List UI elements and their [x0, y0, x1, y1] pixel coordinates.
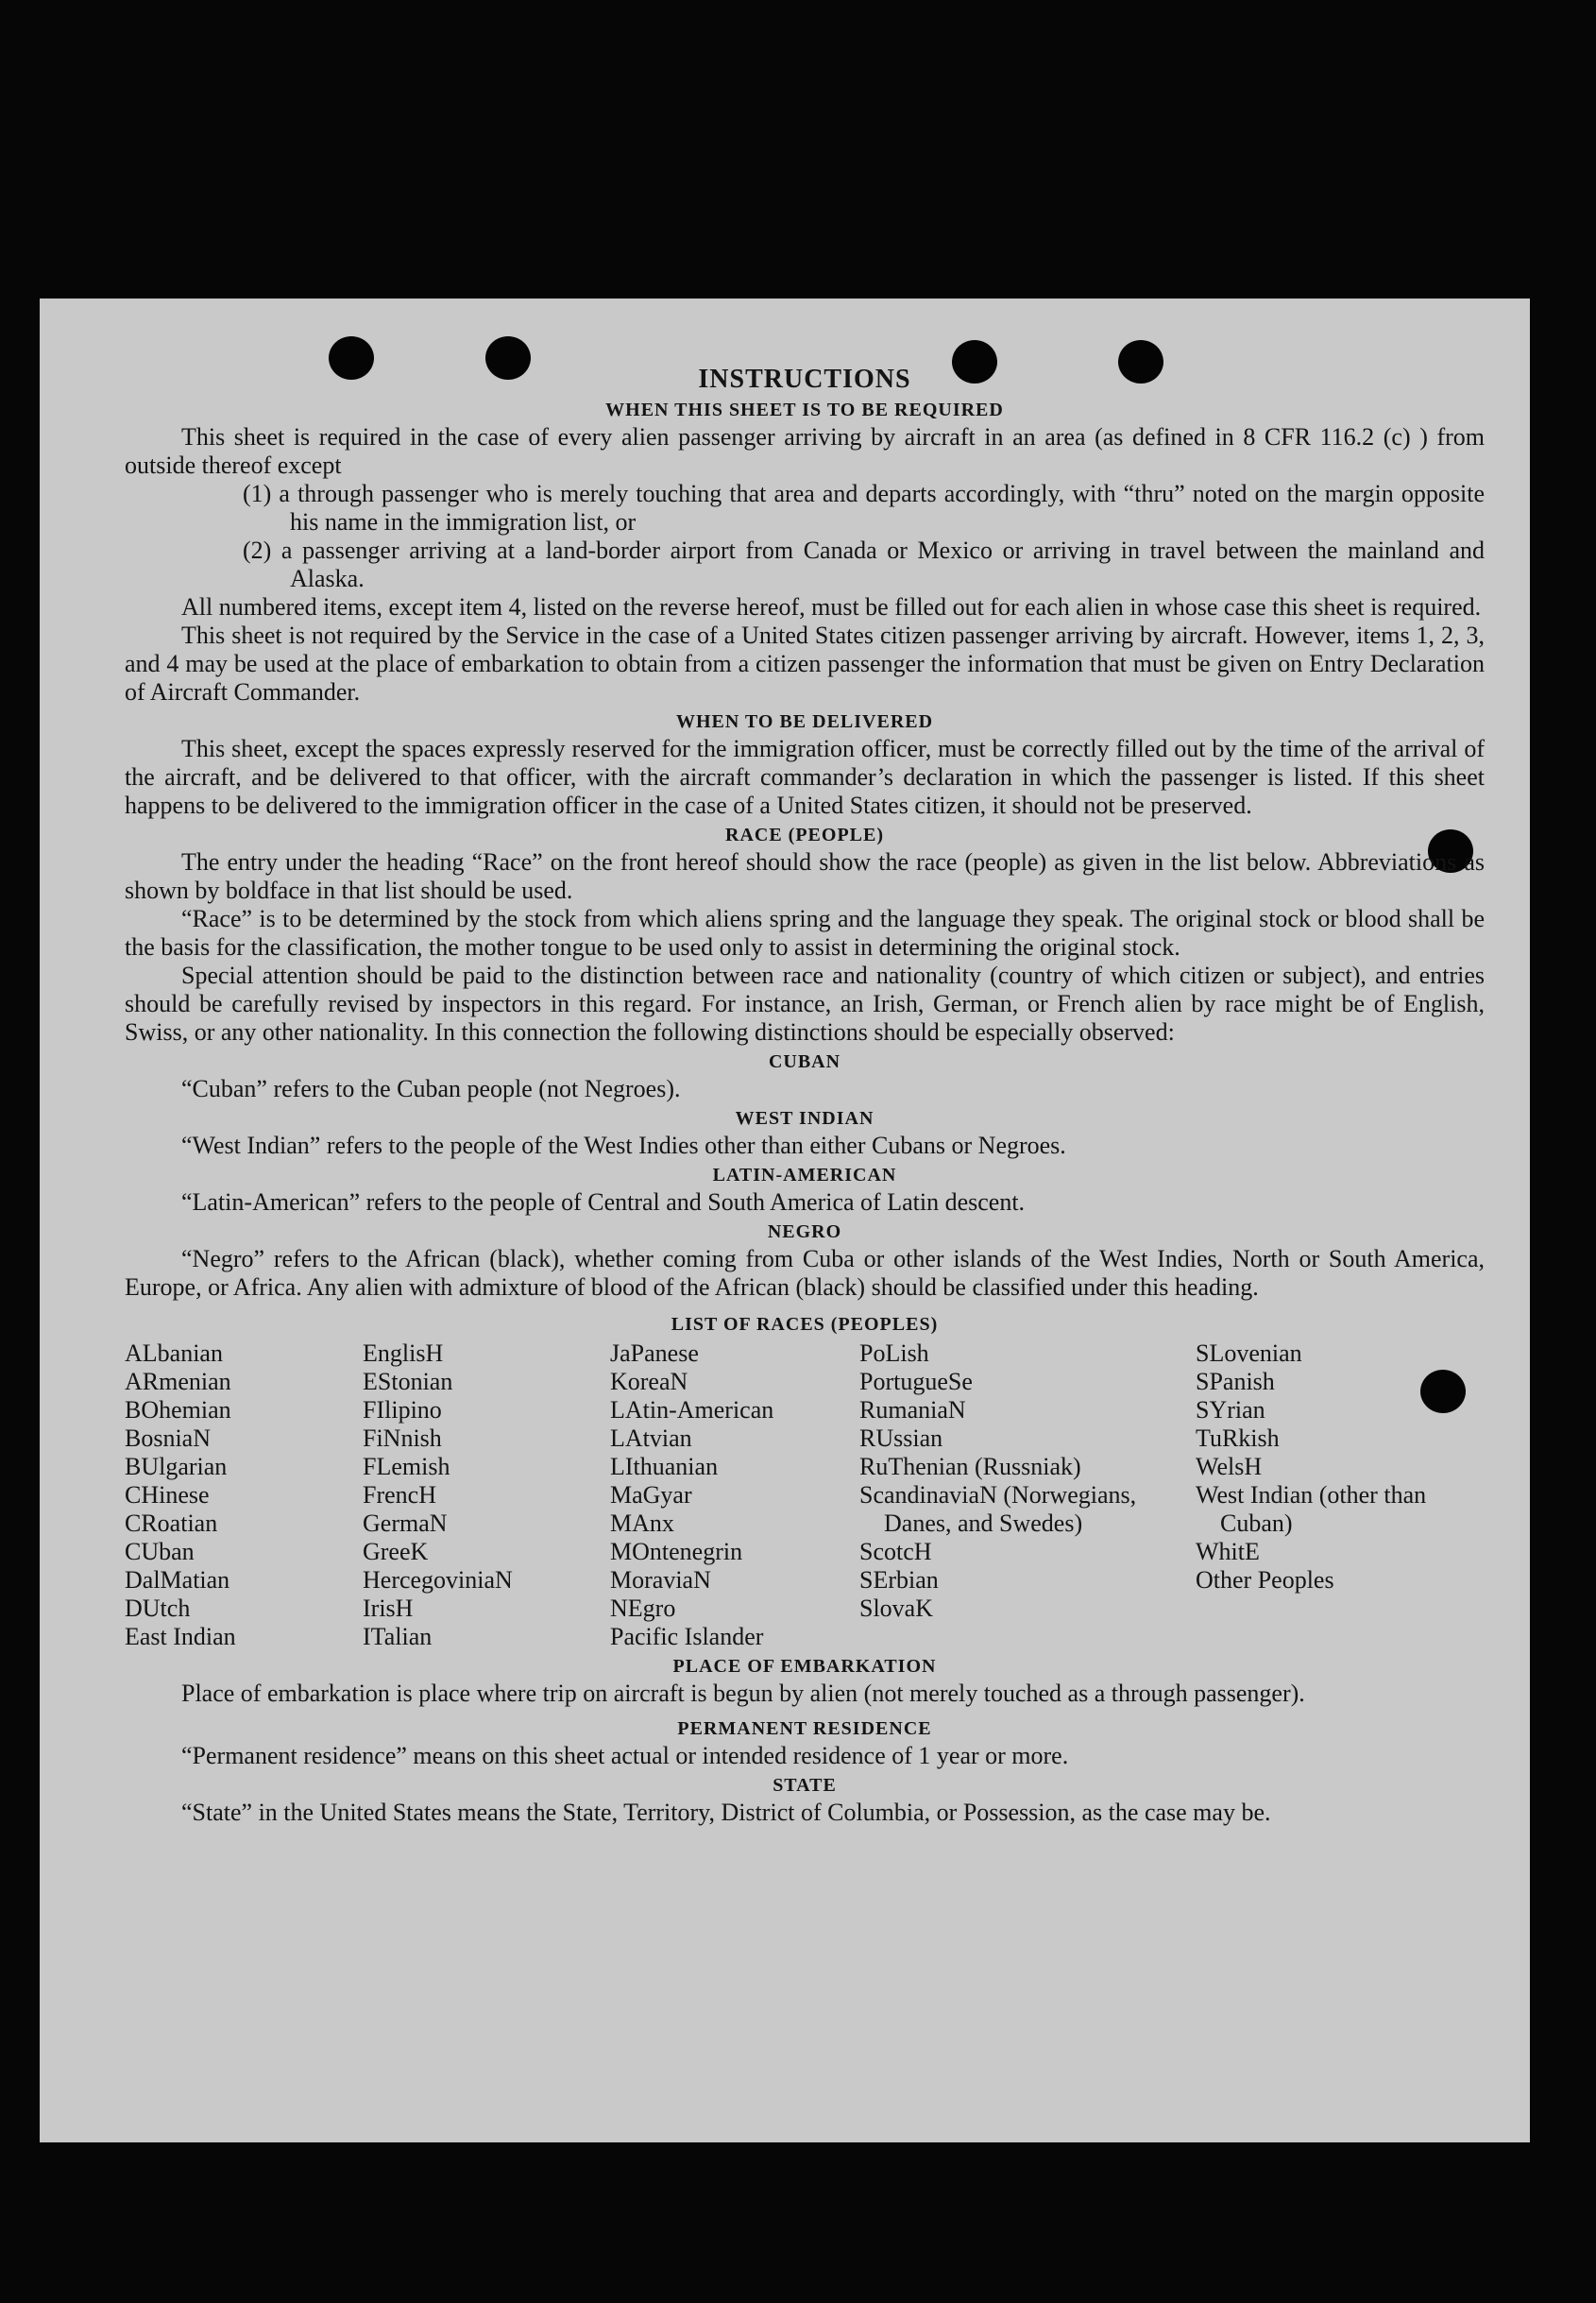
race-item: East Indian: [125, 1623, 236, 1650]
subsection-heading: CUBAN: [768, 1051, 841, 1072]
race-item: WelsH: [1196, 1453, 1263, 1480]
race-item: ITalian: [363, 1623, 433, 1650]
paragraph: The entry under the heading “Race” on the front hereof should show the race (people) as given in the list below. Abbreviations as shown by boldface in that list should be used.: [125, 848, 1485, 904]
races-column: [859, 1339, 1196, 1651]
race-item: MAnx: [610, 1510, 674, 1537]
race-item: ScotcH: [859, 1538, 932, 1565]
race-item: PoLish: [859, 1339, 929, 1367]
race-item: SErbian: [859, 1566, 939, 1594]
paragraph: “Permanent residence” means on this sheet actual or intended residence of 1 year or more.: [181, 1742, 1069, 1769]
race-item: IrisH: [363, 1595, 414, 1622]
subsection-heading: LATIN-AMERICAN: [712, 1165, 897, 1186]
paragraph: “Latin-American” refers to the people of Central and South America of Latin descent.: [181, 1188, 1026, 1216]
race-item: MaGyar: [610, 1481, 692, 1509]
race-item: ALbanian: [125, 1339, 223, 1367]
races-column: [610, 1339, 859, 1651]
race-item: HercegoviniaN: [363, 1566, 513, 1594]
race-item: CHinese: [125, 1481, 210, 1509]
race-item: LAtvian: [610, 1424, 692, 1452]
race-item: MOntenegrin: [610, 1538, 743, 1565]
race-item: SLovenian: [1196, 1339, 1302, 1367]
race-item: DalMatian: [125, 1566, 230, 1594]
subsection-heading: WEST INDIAN: [735, 1108, 874, 1129]
races-column: [1196, 1339, 1479, 1651]
paragraph: “State” in the United States means the State, Territory, District of Columbia, or Possession, as the case may be.: [181, 1799, 1271, 1826]
page-title: INSTRUCTIONS: [698, 365, 911, 394]
race-item: NEgro: [610, 1595, 676, 1622]
paragraph: “Cuban” refers to the Cuban people (not Negroes).: [181, 1075, 681, 1102]
race-item: RumaniaN: [859, 1396, 966, 1424]
race-item: BOhemian: [125, 1396, 231, 1424]
race-item: FiNnish: [363, 1424, 442, 1452]
race-item: JaPanese: [610, 1339, 699, 1367]
race-item: KoreaN: [610, 1368, 688, 1395]
race-item: GermaN: [363, 1510, 448, 1537]
race-item: West Indian (other than Cuban): [1196, 1481, 1427, 1537]
paragraph: This sheet is required in the case of every alien passenger arriving by aircraft in an area (as defined in 8 CFR 116.2 (c) ) from outside thereof except: [125, 423, 1485, 479]
race-item: MoraviaN: [610, 1566, 711, 1594]
section-heading: RACE (PEOPLE): [725, 825, 884, 845]
races-list: [125, 1339, 1485, 1651]
race-item: SlovaK: [859, 1595, 933, 1622]
race-item: EnglisH: [363, 1339, 444, 1367]
paragraph: This sheet, except the spaces expressly reserved for the immigration officer, must be correctly filled out by the time of the arrival of the aircraft, and be delivered to that officer, with the aircraft commander’s declaration in which the passenger is listed. If this sheet happens to be delivered to the immigration officer in the case of a United States citizen, it should not be preserved.: [125, 735, 1485, 819]
paragraph: Special attention should be paid to the distinction between race and nationality (country of which citizen or subject), and entries should be carefully revised by inspectors in this regard. For instance, an Irish, German, or French alien by race might be of English, Swiss, or any other nationality. In this connection the following distinctions should be especially observed:: [125, 962, 1485, 1046]
race-item: SYrian: [1196, 1396, 1265, 1424]
paragraph: “West Indian” refers to the people of the West Indies other than either Cubans or Negroes.: [181, 1132, 1066, 1159]
races-column: [363, 1339, 610, 1651]
race-item: FLemish: [363, 1453, 450, 1480]
list-item: (2) a passenger arriving at a land-border airport from Canada or Mexico or arriving in travel between the mainland and Alaska.: [243, 537, 1485, 592]
race-item: ScandinaviaN (Norwegians, Danes, and Swedes): [859, 1481, 1137, 1537]
race-item: RuThenian (Russniak): [859, 1453, 1081, 1480]
race-item: RUssian: [859, 1424, 943, 1452]
paragraph: Place of embarkation is place where trip on aircraft is begun by alien (not merely touched as a through passenger).: [181, 1680, 1305, 1707]
race-item: CRoatian: [125, 1510, 218, 1537]
race-item: FrencH: [363, 1481, 436, 1509]
races-column: [125, 1339, 363, 1651]
section-heading: WHEN TO BE DELIVERED: [675, 711, 934, 732]
races-heading: LIST OF RACES (PEOPLES): [671, 1314, 939, 1335]
instruction-sheet: [40, 299, 1530, 2142]
race-item: EStonian: [363, 1368, 453, 1395]
race-item: SPanish: [1196, 1368, 1275, 1395]
instructions-content: [125, 365, 1485, 1827]
race-item: LIthuanian: [610, 1453, 719, 1480]
race-item: Other Peoples: [1196, 1566, 1334, 1594]
race-item: DUtch: [125, 1595, 191, 1622]
list-item: (1) a through passenger who is merely touching that area and departs accordingly, with “thru” noted on the margin opposite his name in the immigration list, or: [243, 480, 1485, 536]
section-heading: PLACE OF EMBARKATION: [672, 1656, 937, 1677]
race-item: BUlgarian: [125, 1453, 228, 1480]
section-heading: PERMANENT RESIDENCE: [677, 1718, 932, 1739]
race-item: FIlipino: [363, 1396, 442, 1424]
paragraph: “Negro” refers to the African (black), whether coming from Cuba or other islands of the West Indies, North or South America, Europe, or Africa. Any alien with admixture of blood of the African (black) should be classified under this heading.: [125, 1245, 1485, 1301]
paragraph: “Race” is to be determined by the stock from which aliens spring and the language they speak. The original stock or blood shall be the basis for the classification, the mother tongue to be used only to assist in determining the original stock.: [125, 905, 1485, 961]
subsection-heading: NEGRO: [767, 1221, 842, 1242]
race-item: Pacific Islander: [610, 1623, 764, 1650]
race-item: GreeK: [363, 1538, 429, 1565]
race-item: ARmenian: [125, 1368, 231, 1395]
race-item: LAtin-American: [610, 1396, 774, 1424]
race-item: TuRkish: [1196, 1424, 1280, 1452]
race-item: CUban: [125, 1538, 195, 1565]
paragraph: This sheet is not required by the Service in the case of a United States citizen passenger arriving by aircraft. However, items 1, 2, 3, and 4 may be used at the place of embarkation to obtain from a citizen passenger the information that must be given on Entry Declaration of Aircraft Commander.: [125, 622, 1485, 706]
race-item: PortugueSe: [859, 1368, 973, 1395]
race-item: WhitE: [1196, 1538, 1260, 1565]
section-heading: STATE: [773, 1775, 837, 1796]
race-item: BosniaN: [125, 1424, 211, 1452]
paragraph: All numbered items, except item 4, listed on the reverse hereof, must be filled out for each alien in whose case this sheet is required.: [181, 593, 1482, 621]
section-heading: WHEN THIS SHEET IS TO BE REQUIRED: [605, 400, 1004, 420]
